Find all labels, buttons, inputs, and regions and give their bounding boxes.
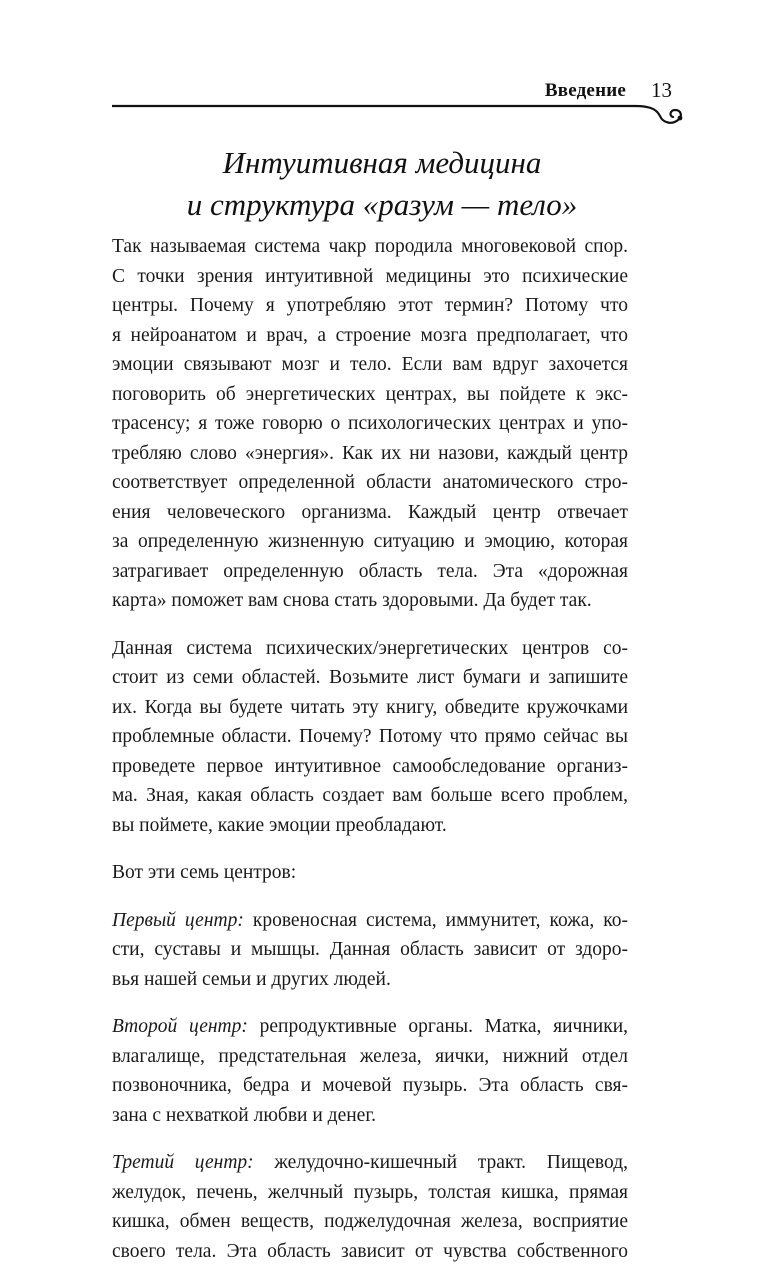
center-text: желудочно-кишечный тракт. Пищевод,	[253, 1152, 628, 1173]
text-line: эмоции связывают мозг и тело. Если вам вдруг захочется	[112, 354, 628, 375]
text-line: их. Когда вы будете читать эту книгу, обведите кружочками	[112, 696, 628, 718]
text-line: проблемные области. Почему? Потому что прямо сейчас вы	[112, 726, 628, 747]
text-line: Вот эти семь центров:	[112, 862, 297, 883]
text-line: зана с нехваткой любви и денег.	[112, 1104, 376, 1126]
text-line	[112, 1012, 628, 1042]
text-line: Так называемая система чакр породила многовековой спор.	[112, 236, 628, 257]
text-line: вья нашей семьи и других людей.	[112, 968, 391, 990]
text-line: поговорить об энергетических центрах, вы пойдете к экс-	[112, 383, 628, 405]
center-entry-second	[112, 1012, 628, 1130]
running-header-section-title: Введение	[544, 80, 626, 101]
center-lead: Третий центр:	[112, 1152, 254, 1173]
text-line: трасенсу; я тоже говорю о психологических центрах и упо-	[112, 413, 628, 434]
text-line: требляю слово «энергия». Как их ни назови, каждый центр	[112, 442, 628, 464]
text-line	[112, 906, 628, 936]
text-line: Данная система психических/энергетических центров со-	[112, 637, 628, 659]
chapter-title	[112, 142, 652, 226]
text-line: желудок, печень, желчный пузырь, толстая кишка, прямая	[112, 1181, 628, 1203]
text-line: стоит из семи областей. Возьмите лист бумаги и запишите	[112, 667, 628, 688]
paragraph	[112, 858, 628, 888]
text-line: соответствует определенной области анатомического стро-	[112, 472, 628, 493]
text-line: своего тела. Эта область зависит от чувства собственного	[112, 1240, 628, 1262]
text-line: С точки зрения интуитивной медицины это психические	[112, 265, 628, 287]
text-line: позвоночника, бедра и мочевой пузырь. Эта область свя-	[112, 1075, 628, 1096]
paragraph	[112, 232, 628, 616]
text-line	[112, 1148, 628, 1178]
text-line: затрагивает определенную область тела. Эта «дорожная	[112, 560, 628, 582]
center-text: репродуктивные органы. Матка, яичники,	[247, 1016, 629, 1037]
text-line: ения человеческого организма. Каждый центр отвечает	[112, 501, 628, 523]
text-line: центры. Почему я употребляю этот термин? Потому что	[112, 295, 628, 316]
text-line: ма. Зная, какая область создает вам больше всего проблем,	[112, 785, 628, 806]
center-entry-third	[112, 1148, 628, 1266]
text-line: проведете первое интуитивное самообследование организ-	[112, 755, 628, 777]
paragraph	[112, 634, 628, 841]
text-line: за определенную жизненную ситуацию и эмоцию, которая	[112, 531, 628, 552]
text-line: карта» поможет вам снова стать здоровыми. Да будет так.	[112, 590, 592, 611]
center-text: кровеносная система, иммунитет, кожа, ко-	[243, 909, 628, 931]
center-lead: Второй центр:	[112, 1016, 248, 1037]
text-line: влагалище, предстательная железа, яички, нижний отдел	[112, 1045, 628, 1067]
running-header	[112, 72, 672, 132]
chapter-title-line-1: Интуитивная медицина	[222, 145, 542, 180]
text-line: сти, суставы и мышцы. Данная область зависит от здоро-	[112, 939, 628, 960]
page-number: 13	[651, 78, 672, 102]
center-lead: Первый центр:	[112, 909, 244, 931]
text-line: вы поймете, какие эмоции преобладают.	[112, 814, 447, 836]
center-entry-first	[112, 906, 628, 995]
chapter-title-line-2: и структура «разум — тело»	[186, 187, 578, 222]
text-line: кишка, обмен веществ, поджелудочная железа, восприятие	[112, 1211, 628, 1232]
text-line: я нейроанатом и врач, а строение мозга предполагает, что	[112, 324, 628, 346]
header-rule-ornament	[112, 98, 692, 138]
body-text	[112, 232, 628, 1284]
